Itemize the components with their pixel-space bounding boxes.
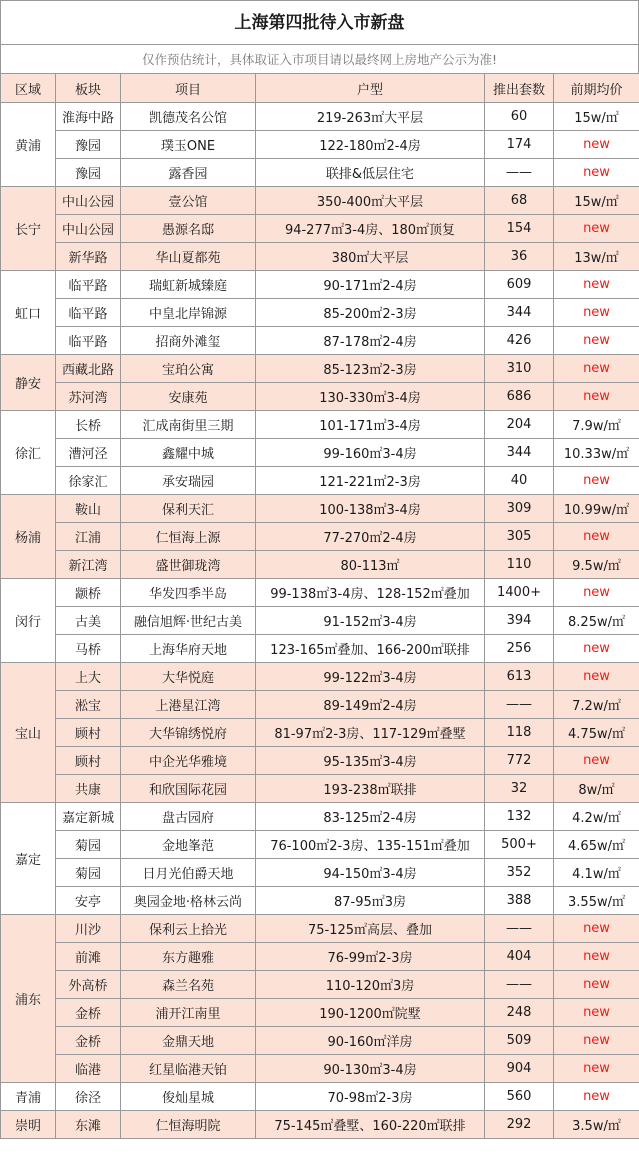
table-row xyxy=(1,299,639,327)
table-row xyxy=(1,495,639,523)
project-cell: 奥园金地·格林云尚 xyxy=(121,887,256,915)
layout-cell: 190-1200㎡院墅 xyxy=(256,999,485,1027)
units-cell: —— xyxy=(485,691,554,719)
price-cell: new xyxy=(554,579,639,607)
price-cell: 7.2w/㎡ xyxy=(554,691,639,719)
price-cell: new xyxy=(554,355,639,383)
layout-cell: 81-97㎡2-3房、117-129㎡叠墅 xyxy=(256,719,485,747)
area-cell: 淮海中路 xyxy=(56,103,121,131)
district-cell: 浦东 xyxy=(1,915,56,1083)
table-row xyxy=(1,607,639,635)
district-cell: 青浦 xyxy=(1,1083,56,1111)
area-cell: 临平路 xyxy=(56,271,121,299)
table-row xyxy=(1,243,639,271)
project-cell: 中皇北岸锦源 xyxy=(121,299,256,327)
price-cell: new xyxy=(554,635,639,663)
price-cell: new xyxy=(554,327,639,355)
units-cell: 344 xyxy=(485,299,554,327)
table-row xyxy=(1,747,639,775)
units-cell: 68 xyxy=(485,187,554,215)
project-cell: 仁恒海明院 xyxy=(121,1111,256,1139)
layout-cell: 100-138㎡3-4房 xyxy=(256,495,485,523)
table-row xyxy=(1,1111,639,1139)
district-cell: 长宁 xyxy=(1,187,56,271)
area-cell: 徐泾 xyxy=(56,1083,121,1111)
project-cell: 华发四季半岛 xyxy=(121,579,256,607)
table-row xyxy=(1,859,639,887)
layout-cell: 123-165㎡叠加、166-200㎡联排 xyxy=(256,635,485,663)
units-cell: 388 xyxy=(485,887,554,915)
header-project: 项目 xyxy=(121,74,256,103)
table-row xyxy=(1,1055,639,1083)
project-cell: 浦开江南里 xyxy=(121,999,256,1027)
district-cell: 徐汇 xyxy=(1,411,56,495)
layout-cell: 89-149㎡2-4房 xyxy=(256,691,485,719)
project-cell: 森兰名苑 xyxy=(121,971,256,999)
units-cell: 394 xyxy=(485,607,554,635)
project-cell: 愚源名邸 xyxy=(121,215,256,243)
area-cell: 颛桥 xyxy=(56,579,121,607)
district-cell: 闵行 xyxy=(1,579,56,663)
listing-table xyxy=(0,73,639,1139)
price-cell: new xyxy=(554,131,639,159)
area-cell: 临平路 xyxy=(56,327,121,355)
area-cell: 江浦 xyxy=(56,523,121,551)
area-cell: 外高桥 xyxy=(56,971,121,999)
layout-cell: 130-330㎡3-4房 xyxy=(256,383,485,411)
layout-cell: 99-122㎡3-4房 xyxy=(256,663,485,691)
price-cell: 8.25w/㎡ xyxy=(554,607,639,635)
table-row xyxy=(1,467,639,495)
table-row xyxy=(1,159,639,187)
header-price: 前期均价 xyxy=(554,74,639,103)
layout-cell: 99-138㎡3-4房、128-152㎡叠加 xyxy=(256,579,485,607)
layout-cell: 95-135㎡3-4房 xyxy=(256,747,485,775)
area-cell: 金桥 xyxy=(56,1027,121,1055)
units-cell: 292 xyxy=(485,1111,554,1139)
table-row xyxy=(1,187,639,215)
units-cell: 1400+ xyxy=(485,579,554,607)
project-cell: 鑫耀中城 xyxy=(121,439,256,467)
units-cell: 110 xyxy=(485,551,554,579)
project-cell: 日月光伯爵天地 xyxy=(121,859,256,887)
table-row xyxy=(1,327,639,355)
area-cell: 顾村 xyxy=(56,747,121,775)
units-cell: 500+ xyxy=(485,831,554,859)
project-cell: 仁恒海上源 xyxy=(121,523,256,551)
price-cell: new xyxy=(554,971,639,999)
project-cell: 盘古园府 xyxy=(121,803,256,831)
project-cell: 露香园 xyxy=(121,159,256,187)
layout-cell: 219-263㎡大平层 xyxy=(256,103,485,131)
layout-cell: 76-99㎡2-3房 xyxy=(256,943,485,971)
layout-cell: 350-400㎡大平层 xyxy=(256,187,485,215)
area-cell: 嘉定新城 xyxy=(56,803,121,831)
table-row xyxy=(1,803,639,831)
table-row xyxy=(1,999,639,1027)
project-cell: 宝珀公寓 xyxy=(121,355,256,383)
area-cell: 西藏北路 xyxy=(56,355,121,383)
area-cell: 新江湾 xyxy=(56,551,121,579)
layout-cell: 87-95㎡3房 xyxy=(256,887,485,915)
price-cell: 15w/㎡ xyxy=(554,187,639,215)
price-cell: 3.55w/㎡ xyxy=(554,887,639,915)
table-row xyxy=(1,355,639,383)
price-cell: new xyxy=(554,943,639,971)
table-row xyxy=(1,215,639,243)
price-cell: 3.5w/㎡ xyxy=(554,1111,639,1139)
units-cell: 40 xyxy=(485,467,554,495)
layout-cell: 99-160㎡3-4房 xyxy=(256,439,485,467)
layout-cell: 91-152㎡3-4房 xyxy=(256,607,485,635)
district-cell: 黄浦 xyxy=(1,103,56,187)
layout-cell: 87-178㎡2-4房 xyxy=(256,327,485,355)
units-cell: 132 xyxy=(485,803,554,831)
area-cell: 鞍山 xyxy=(56,495,121,523)
table-row xyxy=(1,551,639,579)
project-cell: 红星临港天铂 xyxy=(121,1055,256,1083)
area-cell: 安亭 xyxy=(56,887,121,915)
price-cell: new xyxy=(554,663,639,691)
header-area: 板块 xyxy=(56,74,121,103)
district-cell: 杨浦 xyxy=(1,495,56,579)
project-cell: 大华锦绣悦府 xyxy=(121,719,256,747)
table-row xyxy=(1,411,639,439)
price-cell: new xyxy=(554,1027,639,1055)
project-cell: 安康苑 xyxy=(121,383,256,411)
price-cell: new xyxy=(554,215,639,243)
layout-cell: 380㎡大平层 xyxy=(256,243,485,271)
area-cell: 菊园 xyxy=(56,859,121,887)
layout-cell: 83-125㎡2-4房 xyxy=(256,803,485,831)
project-cell: 壹公馆 xyxy=(121,187,256,215)
units-cell: 248 xyxy=(485,999,554,1027)
price-cell: 9.5w/㎡ xyxy=(554,551,639,579)
price-cell: new xyxy=(554,1083,639,1111)
price-cell: 4.65w/㎡ xyxy=(554,831,639,859)
table-row xyxy=(1,579,639,607)
table-header-row xyxy=(1,74,639,103)
project-cell: 俊灿星城 xyxy=(121,1083,256,1111)
layout-cell: 101-171㎡3-4房 xyxy=(256,411,485,439)
project-cell: 融信旭辉·世纪古美 xyxy=(121,607,256,635)
table-row xyxy=(1,131,639,159)
area-cell: 共康 xyxy=(56,775,121,803)
table-body xyxy=(1,103,639,1139)
price-cell: new xyxy=(554,299,639,327)
project-cell: 保利云上拾光 xyxy=(121,915,256,943)
table-row xyxy=(1,1083,639,1111)
layout-cell: 75-125㎡高层、叠加 xyxy=(256,915,485,943)
layout-cell: 193-238㎡联排 xyxy=(256,775,485,803)
units-cell: 509 xyxy=(485,1027,554,1055)
table-row xyxy=(1,887,639,915)
units-cell: 426 xyxy=(485,327,554,355)
units-cell: 256 xyxy=(485,635,554,663)
project-cell: 保利天汇 xyxy=(121,495,256,523)
price-cell: new xyxy=(554,747,639,775)
price-cell: 8w/㎡ xyxy=(554,775,639,803)
units-cell: 305 xyxy=(485,523,554,551)
project-cell: 金地峯范 xyxy=(121,831,256,859)
units-cell: —— xyxy=(485,159,554,187)
project-cell: 瑞虹新城臻庭 xyxy=(121,271,256,299)
header-units: 推出套数 xyxy=(485,74,554,103)
page-title: 上海第四批待入市新盘 xyxy=(0,0,639,44)
units-cell: 310 xyxy=(485,355,554,383)
area-cell: 豫园 xyxy=(56,159,121,187)
project-cell: 上海华府天地 xyxy=(121,635,256,663)
area-cell: 豫园 xyxy=(56,131,121,159)
price-cell: 10.99w/㎡ xyxy=(554,495,639,523)
project-cell: 上港星江湾 xyxy=(121,691,256,719)
units-cell: 613 xyxy=(485,663,554,691)
area-cell: 中山公园 xyxy=(56,215,121,243)
price-cell: 4.75w/㎡ xyxy=(554,719,639,747)
area-cell: 川沙 xyxy=(56,915,121,943)
layout-cell: 85-123㎡2-3房 xyxy=(256,355,485,383)
units-cell: 560 xyxy=(485,1083,554,1111)
area-cell: 中山公园 xyxy=(56,187,121,215)
project-cell: 和欣国际花园 xyxy=(121,775,256,803)
price-cell: 7.9w/㎡ xyxy=(554,411,639,439)
layout-cell: 77-270㎡2-4房 xyxy=(256,523,485,551)
page-subtitle: 仅作预估统计，具体取证入市项目请以最终网上房地产公示为准! xyxy=(0,44,639,73)
project-cell: 盛世御珑湾 xyxy=(121,551,256,579)
area-cell: 前滩 xyxy=(56,943,121,971)
layout-cell: 94-150㎡3-4房 xyxy=(256,859,485,887)
district-cell: 静安 xyxy=(1,355,56,411)
units-cell: —— xyxy=(485,915,554,943)
units-cell: 772 xyxy=(485,747,554,775)
price-cell: 10.33w/㎡ xyxy=(554,439,639,467)
area-cell: 上大 xyxy=(56,663,121,691)
price-cell: 13w/㎡ xyxy=(554,243,639,271)
layout-cell: 70-98㎡2-3房 xyxy=(256,1083,485,1111)
price-cell: new xyxy=(554,915,639,943)
project-cell: 华山夏都苑 xyxy=(121,243,256,271)
table-row xyxy=(1,831,639,859)
price-cell: 15w/㎡ xyxy=(554,103,639,131)
area-cell: 临平路 xyxy=(56,299,121,327)
district-cell: 嘉定 xyxy=(1,803,56,915)
price-cell: new xyxy=(554,159,639,187)
layout-cell: 90-171㎡2-4房 xyxy=(256,271,485,299)
price-cell: 4.1w/㎡ xyxy=(554,859,639,887)
project-cell: 金鼎天地 xyxy=(121,1027,256,1055)
table-row xyxy=(1,383,639,411)
units-cell: 154 xyxy=(485,215,554,243)
price-cell: new xyxy=(554,999,639,1027)
area-cell: 新华路 xyxy=(56,243,121,271)
units-cell: 60 xyxy=(485,103,554,131)
area-cell: 漕河泾 xyxy=(56,439,121,467)
table-row xyxy=(1,719,639,747)
price-cell: new xyxy=(554,271,639,299)
header-layout: 户型 xyxy=(256,74,485,103)
layout-cell: 80-113㎡ xyxy=(256,551,485,579)
project-cell: 中企光华雅境 xyxy=(121,747,256,775)
units-cell: 609 xyxy=(485,271,554,299)
layout-cell: 85-200㎡2-3房 xyxy=(256,299,485,327)
area-cell: 东滩 xyxy=(56,1111,121,1139)
units-cell: 36 xyxy=(485,243,554,271)
table-row xyxy=(1,635,639,663)
area-cell: 淞宝 xyxy=(56,691,121,719)
units-cell: 686 xyxy=(485,383,554,411)
layout-cell: 94-277㎡3-4房、180㎡顶复 xyxy=(256,215,485,243)
district-cell: 虹口 xyxy=(1,271,56,355)
area-cell: 马桥 xyxy=(56,635,121,663)
units-cell: 32 xyxy=(485,775,554,803)
area-cell: 长桥 xyxy=(56,411,121,439)
table-row xyxy=(1,971,639,999)
district-cell: 宝山 xyxy=(1,663,56,803)
area-cell: 菊园 xyxy=(56,831,121,859)
units-cell: 174 xyxy=(485,131,554,159)
units-cell: 118 xyxy=(485,719,554,747)
price-cell: new xyxy=(554,467,639,495)
project-cell: 东方趣雅 xyxy=(121,943,256,971)
header-district: 区域 xyxy=(1,74,56,103)
layout-cell: 122-180㎡2-4房 xyxy=(256,131,485,159)
layout-cell: 75-145㎡叠墅、160-220㎡联排 xyxy=(256,1111,485,1139)
units-cell: 352 xyxy=(485,859,554,887)
price-cell: 4.2w/㎡ xyxy=(554,803,639,831)
area-cell: 苏河湾 xyxy=(56,383,121,411)
project-cell: 大华悦庭 xyxy=(121,663,256,691)
table-row xyxy=(1,439,639,467)
project-cell: 凯德茂名公馆 xyxy=(121,103,256,131)
units-cell: —— xyxy=(485,971,554,999)
area-cell: 古美 xyxy=(56,607,121,635)
layout-cell: 90-130㎡3-4房 xyxy=(256,1055,485,1083)
project-cell: 璞玉ONE xyxy=(121,131,256,159)
price-cell: new xyxy=(554,1055,639,1083)
area-cell: 顾村 xyxy=(56,719,121,747)
layout-cell: 110-120㎡3房 xyxy=(256,971,485,999)
layout-cell: 76-100㎡2-3房、135-151㎡叠加 xyxy=(256,831,485,859)
layout-cell: 90-160㎡洋房 xyxy=(256,1027,485,1055)
table-row xyxy=(1,915,639,943)
area-cell: 金桥 xyxy=(56,999,121,1027)
units-cell: 904 xyxy=(485,1055,554,1083)
layout-cell: 121-221㎡2-3房 xyxy=(256,467,485,495)
district-cell: 崇明 xyxy=(1,1111,56,1139)
table-row xyxy=(1,1027,639,1055)
units-cell: 204 xyxy=(485,411,554,439)
project-cell: 承安瑞园 xyxy=(121,467,256,495)
table-row xyxy=(1,691,639,719)
table-row xyxy=(1,271,639,299)
table-row xyxy=(1,775,639,803)
layout-cell: 联排&低层住宅 xyxy=(256,159,485,187)
units-cell: 309 xyxy=(485,495,554,523)
table-row xyxy=(1,523,639,551)
table-row xyxy=(1,943,639,971)
project-cell: 汇成南街里三期 xyxy=(121,411,256,439)
area-cell: 徐家汇 xyxy=(56,467,121,495)
price-cell: new xyxy=(554,383,639,411)
price-cell: new xyxy=(554,523,639,551)
project-cell: 招商外滩玺 xyxy=(121,327,256,355)
table-row xyxy=(1,663,639,691)
units-cell: 404 xyxy=(485,943,554,971)
units-cell: 344 xyxy=(485,439,554,467)
area-cell: 临港 xyxy=(56,1055,121,1083)
table-row xyxy=(1,103,639,131)
